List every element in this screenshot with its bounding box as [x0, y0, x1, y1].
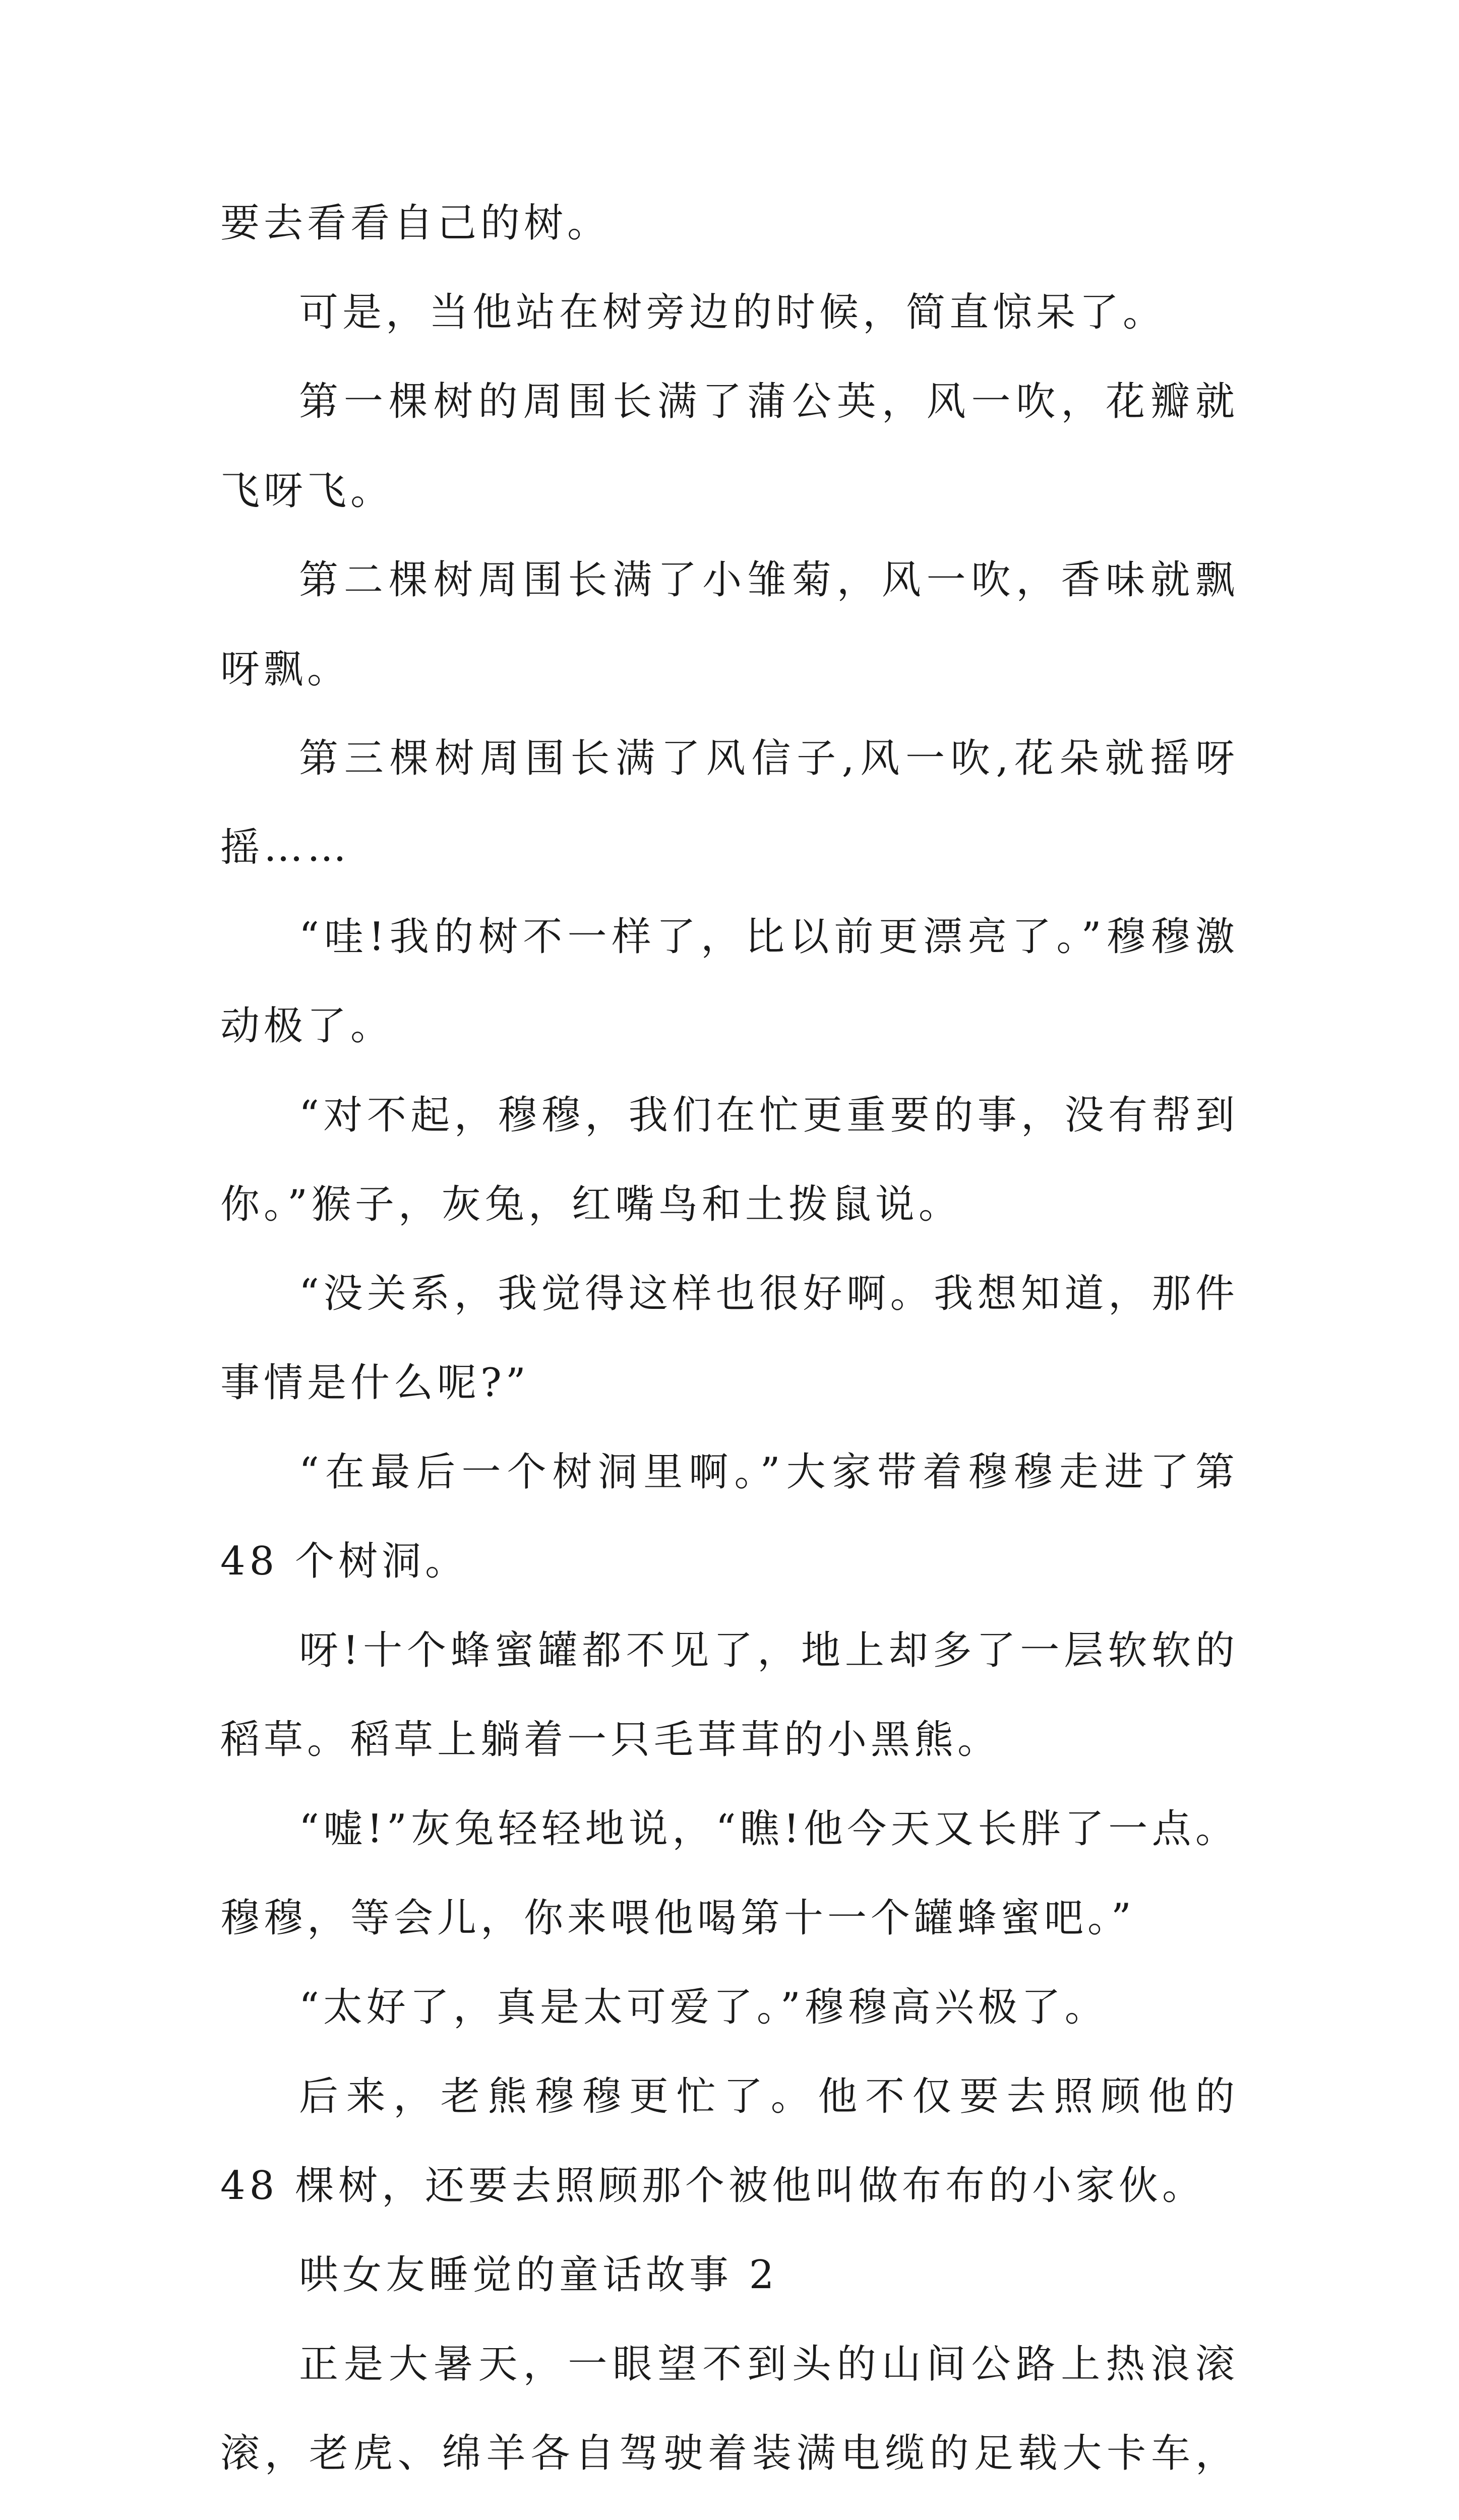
paragraph: 正是大暑天，一眼望不到头的山间公路上热浪滚滚，老虎、绵羊各自驾驶着装满电缆的足载大卡车，	[220, 2342, 1239, 2476]
story-text	[220, 179, 1239, 2520]
paragraph: 第二棵树周围长满了小雏菊，风一吹，香味就飘呀飘。	[220, 557, 1239, 692]
paragraph: “在最后一个树洞里啊。”大家带着穆穆走进了第 48 个树洞。	[220, 1450, 1239, 1584]
paragraph: 呀!十个蜂蜜罐都不见了，地上却多了一层软软的稻草。稻草上躺着一只毛茸茸的小黑熊。	[220, 1628, 1239, 1762]
paragraph: “没关系，我觉得这样也很好啊。我想知道，那件事情是什么呢?”	[220, 1271, 1239, 1406]
paragraph: “对不起，穆穆，我们在忙更重要的事，没有帮到你。”猴子，灰兔，红嘴鸟和土拨鼠说。	[220, 1093, 1239, 1227]
paragraph: 第一棵树的周围长满了蒲公英，风一吹，花瓣就飞呀飞。	[220, 379, 1239, 514]
paragraph: “哇!我的树不一样了，比以前更漂亮了。”穆穆激动极了。	[220, 914, 1239, 1049]
section-heading: 哄女友睡觉的童话故事 2	[299, 2252, 778, 2298]
paragraph: 要去看看自己的树。	[220, 201, 611, 246]
paragraph: “嘘!”灰兔轻轻地说，“瞧!他今天又长胖了一点。穆穆，等会儿，你来喂他喝第十一个罐蜂蜜吧。”	[220, 1806, 1239, 1941]
paragraph: 可是，当他站在树旁边的时候，简直惊呆了。	[299, 290, 1167, 335]
paragraph: 后来，老熊穆穆更忙了。他不仅要去照顾他的 48 棵树，还要去照顾那个被他叫做布布的小家伙。	[220, 2074, 1239, 2209]
paragraph: “太好了，真是太可爱了。”穆穆高兴极了。	[299, 1985, 1108, 2030]
paragraph: 第三棵树周围长满了风信子,风一吹,花朵就摇呀摇……	[220, 736, 1239, 870]
